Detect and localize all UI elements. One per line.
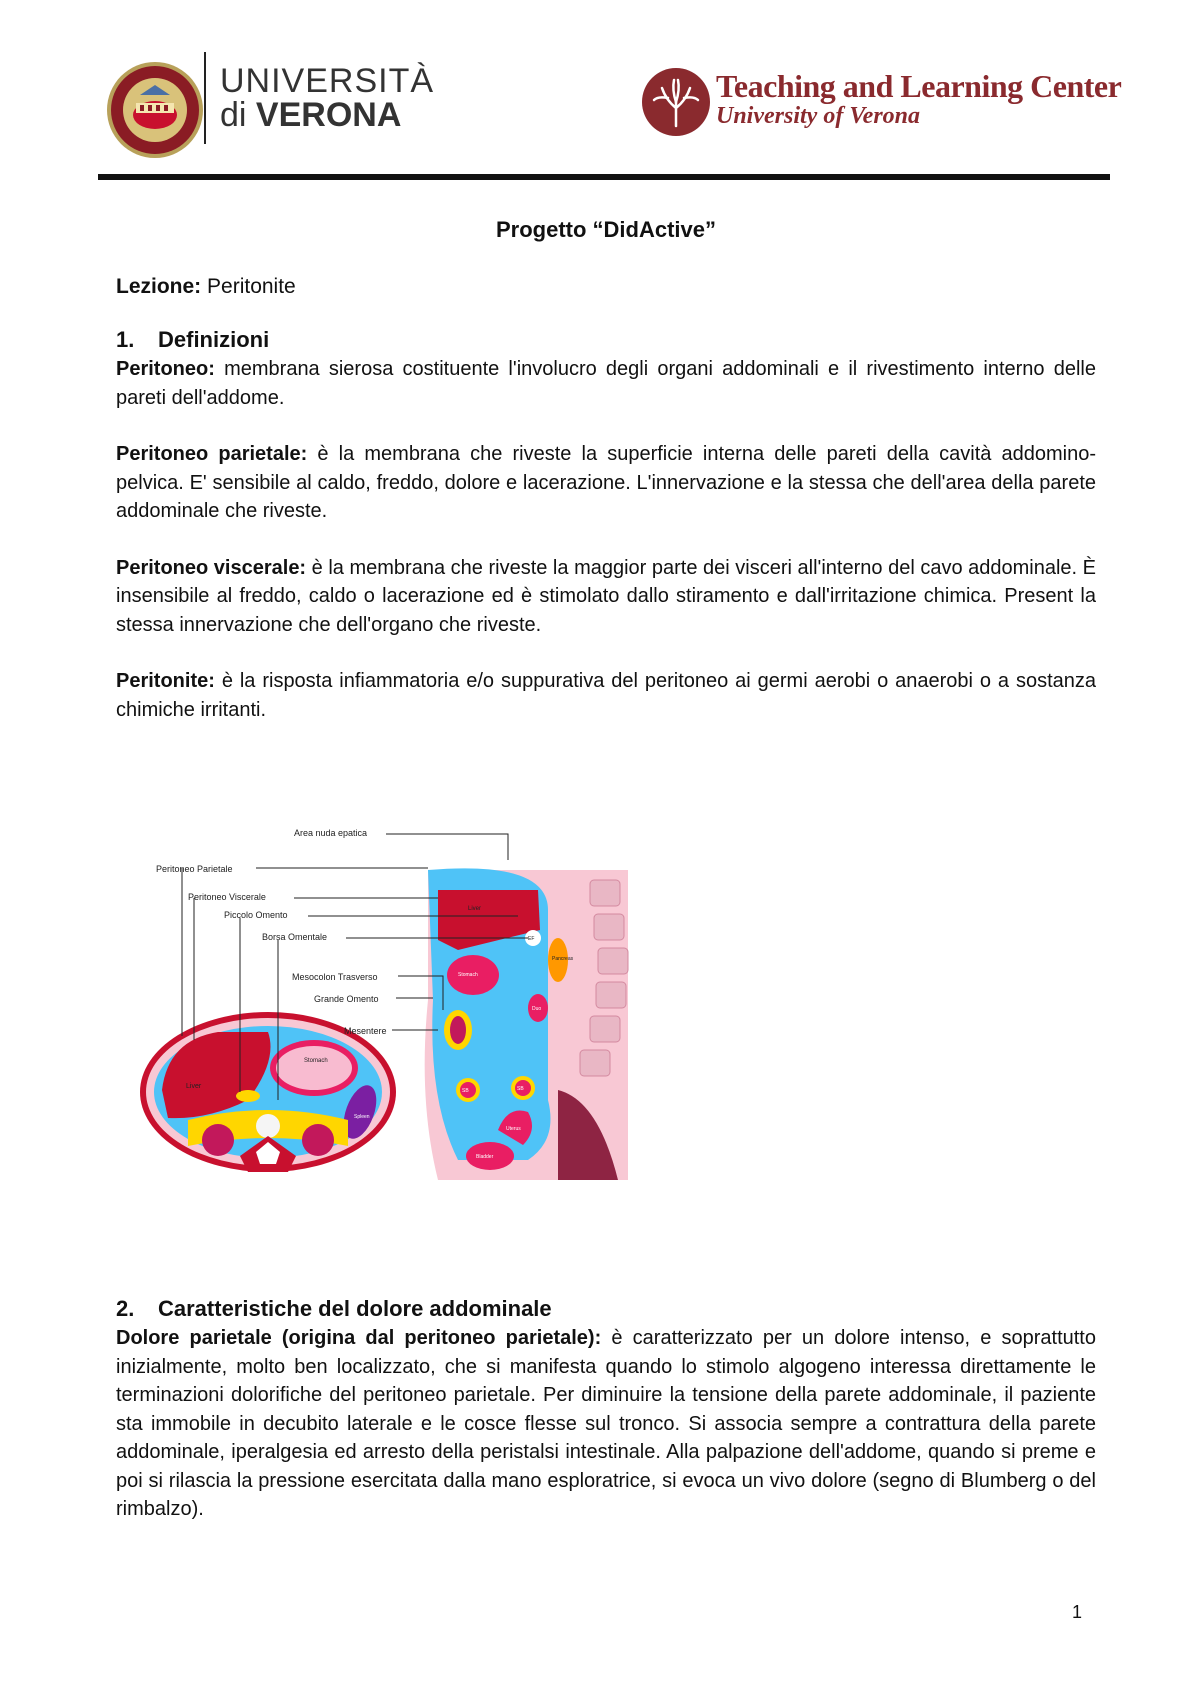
sagittal-label-uterus: Uterus	[506, 1126, 521, 1132]
definition-peritoneo	[116, 355, 1096, 412]
label-borsa-omentale: Borsa Omentale	[262, 932, 328, 942]
definition-term: Peritoneo viscerale:	[116, 556, 307, 579]
section1-heading	[116, 325, 1096, 355]
lesson-value: Peritonite	[207, 274, 296, 298]
peritoneum-anatomy-figure	[128, 800, 728, 1200]
sagittal-label-bladder: Bladder	[476, 1154, 494, 1160]
transverse-section	[140, 1012, 396, 1172]
tlc-name-line2: University of Verona	[716, 103, 920, 129]
definition-text: membrana sierosa costituente l'involucro degli organi addominali e il rivestimento interno delle pareti dell'addome.	[116, 358, 1096, 409]
document-title: Progetto “DidActive”	[495, 217, 717, 242]
organ-label-stomach: Stomach	[304, 1058, 328, 1064]
label-area-nuda-epatica: Area nuda epatica	[294, 828, 368, 838]
section2-title: Caratteristiche del dolore addominale	[158, 1296, 552, 1321]
tlc-tree-logo	[640, 66, 712, 138]
definition-term: Peritoneo:	[116, 358, 215, 380]
dolore-parietale-text: è caratterizzato per un dolore intenso, e soprattutto inizialmente, molto ben localizzato, che si manifesta quando lo stimolo algogeno interessa direttamente le terminazioni dolorifiche del peritoneo parietale. Per diminuire la tensione della parete addominale, il paziente sta immobile in decubito laterale e le cosce flesse sul tronco. Si associa sempre a contrattura della parete addominale, iperalgesia ed arresto della peristalsi intestinale. Alla palpazione dell'addome, quando si preme e poi si rilascia la pressione esercitata dalla mano esploratrice, si evoca un vivo dolore (segno di Blumberg o del rimbalzo).	[116, 1327, 1096, 1520]
dolore-parietale-term: Dolore parietale (origina dal peritoneo parietale):	[116, 1327, 602, 1349]
definition-peritoneo-viscerale	[116, 554, 1096, 640]
definition-text: è la risposta infiammatoria e/o suppurativa del peritoneo ai germi aerobi o anaerobi o a sostanza chimiche irritanti.	[116, 670, 1096, 721]
definition-peritonite	[116, 667, 1096, 724]
sagittal-label-pancreas: Pancreas	[552, 956, 574, 962]
label-grande-omento: Grande Omento	[314, 994, 379, 1004]
section1-number: 1.	[116, 327, 135, 352]
definition-text: è la membrana che riveste la superficie interna delle pareti della cavità addomino-pelvica. E' sensibile al caldo, freddo, dolore e lacerazione. L'innervazione e la stessa che dell'area della parete addominale che riveste.	[116, 443, 1097, 522]
university-name	[220, 64, 434, 132]
definition-term: Peritonite:	[116, 670, 215, 692]
sagittal-label-ef: EF	[528, 936, 535, 942]
university-name-line1: UNIVERSITÀ	[220, 62, 435, 100]
sagittal-label-sb-2: SB	[517, 1086, 524, 1092]
section1-title: Definizioni	[158, 327, 270, 352]
sagittal-label-stomach: Stomach	[458, 972, 478, 978]
document-body	[116, 216, 1096, 724]
university-name-prefix: di	[220, 96, 247, 134]
label-mesocolon-trasverso: Mesocolon Trasverso	[292, 972, 378, 982]
page-number: 1	[1072, 1602, 1083, 1622]
section2-number: 2.	[116, 1296, 135, 1321]
organ-label-liver: Liver	[186, 1083, 202, 1090]
university-name-line2	[220, 98, 434, 132]
lesson-label: Lezione:	[116, 274, 202, 298]
label-mesentere: Mesentere	[344, 1026, 387, 1036]
university-name-bold: VERONA	[255, 96, 402, 134]
sagittal-label-liver: Liver	[468, 906, 482, 912]
sagittal-label-duo: Duo	[532, 1006, 542, 1012]
header-rule	[98, 174, 1110, 180]
label-peritoneo-parietale: Peritoneo Parietale	[156, 864, 233, 874]
label-piccolo-omento: Piccolo Omento	[224, 910, 288, 920]
figure-label-group	[156, 828, 387, 1036]
section2	[116, 1294, 1096, 1524]
lesson-line	[116, 273, 1096, 302]
label-peritoneo-viscerale: Peritoneo Viscerale	[188, 892, 266, 902]
section2-heading	[116, 1294, 1096, 1324]
university-seal-logo	[100, 55, 210, 165]
dolore-parietale-paragraph	[116, 1324, 1096, 1524]
tlc-name	[716, 70, 1121, 128]
organ-label-spleen: Spleen	[354, 1114, 370, 1120]
sagittal-label-sb-1: SB	[462, 1088, 469, 1094]
logo-divider	[204, 52, 206, 144]
page-header	[0, 0, 1200, 180]
tlc-name-line1: Teaching and Learning Center	[716, 68, 1122, 104]
definition-text: è la membrana che riveste la maggior parte dei visceri all'interno del cavo addominale. È insensibile al freddo, caldo o lacerazione ed è stimolato dallo stiramento e dall'irritazione chimica. Present la stessa innervazione che dell'organo che riveste.	[116, 556, 1097, 636]
definition-peritoneo-parietale	[116, 440, 1096, 526]
sagittal-section	[425, 868, 628, 1180]
definition-term: Peritoneo parietale:	[116, 443, 308, 465]
